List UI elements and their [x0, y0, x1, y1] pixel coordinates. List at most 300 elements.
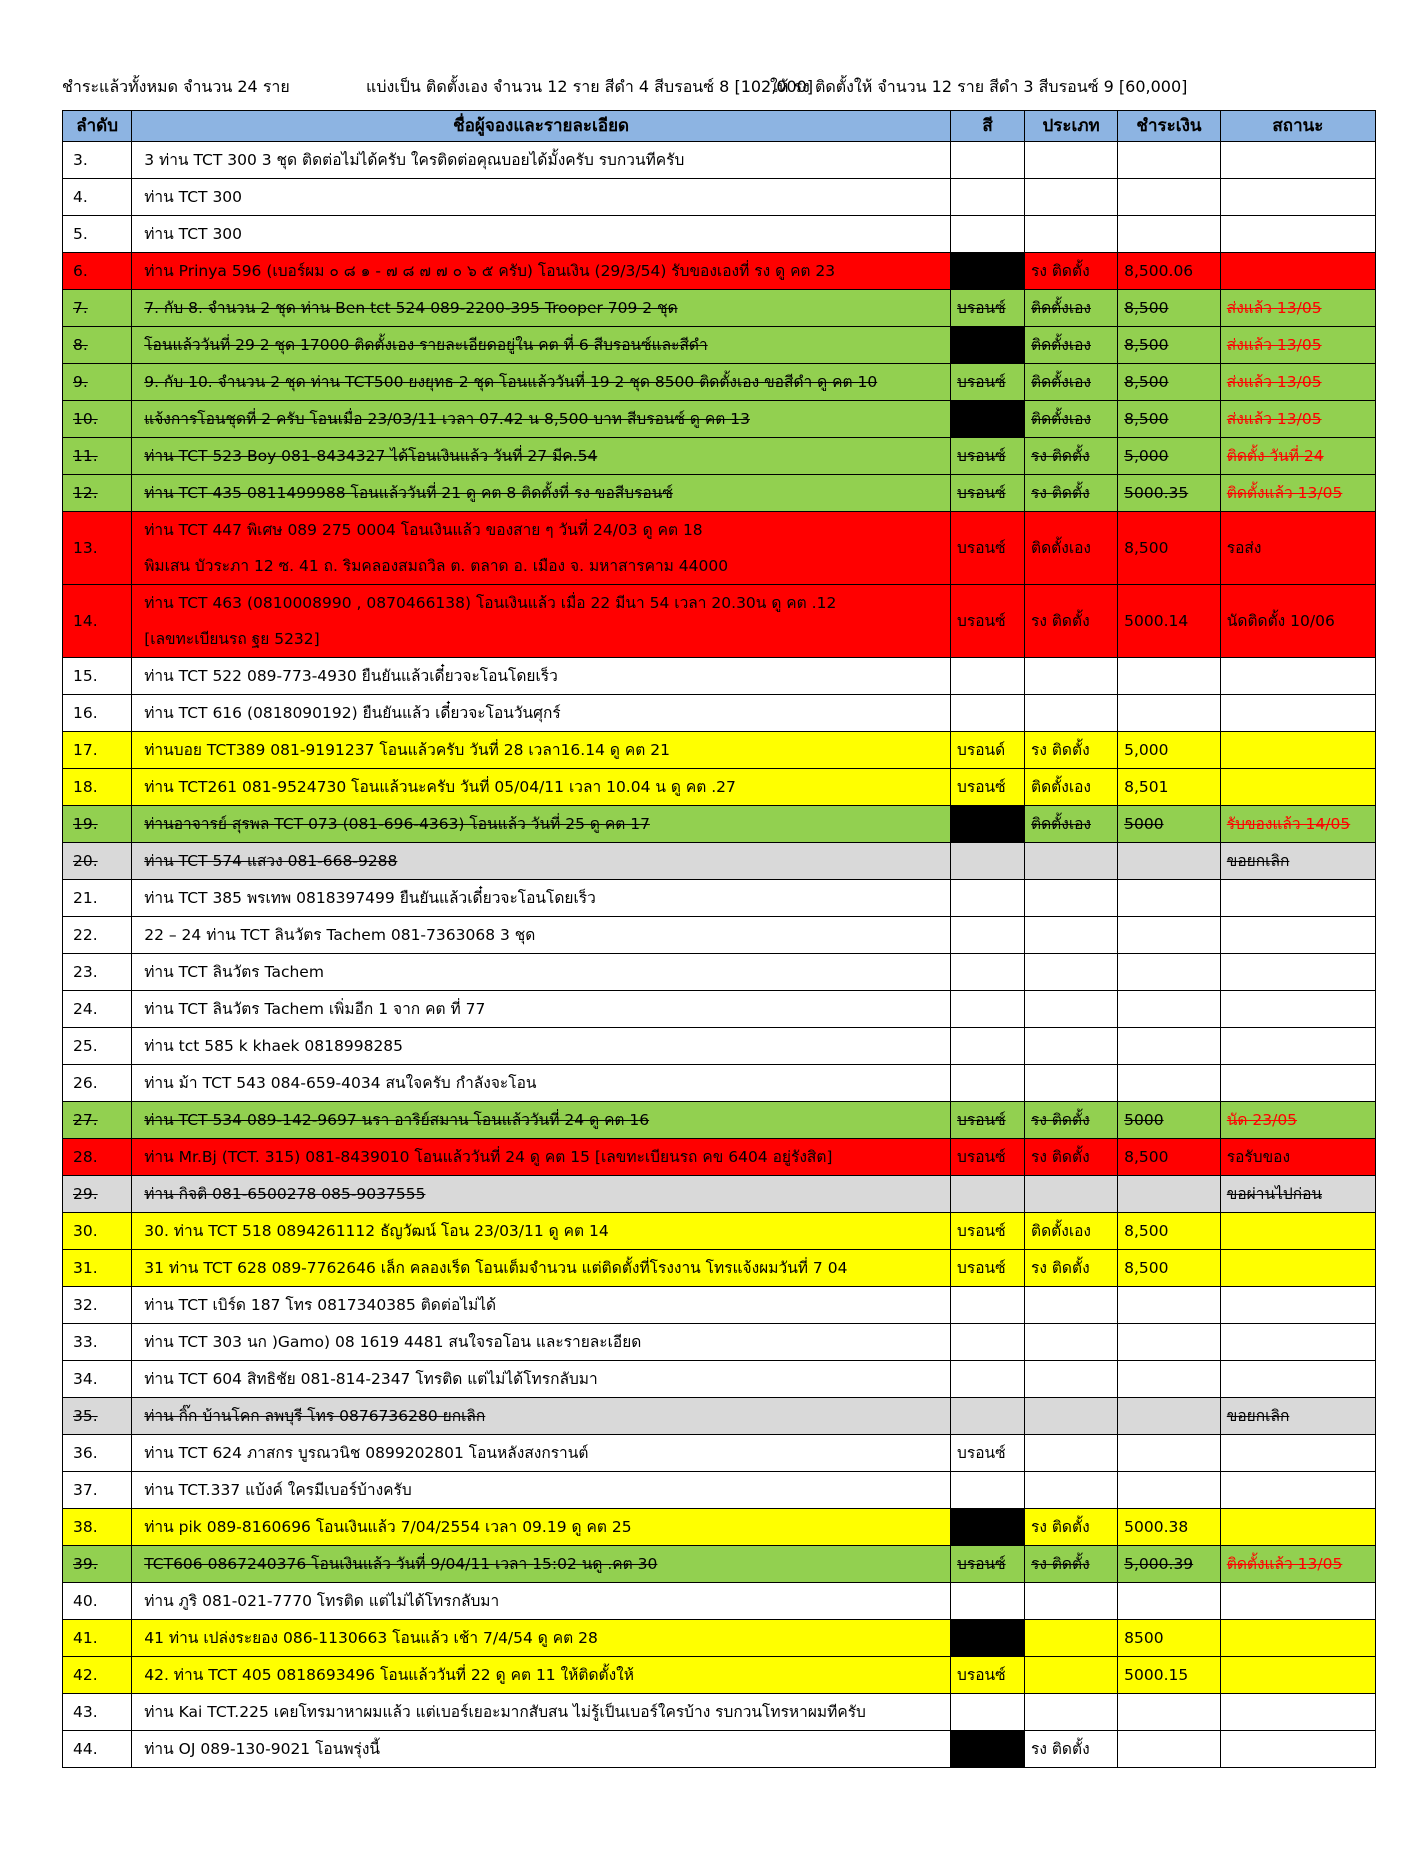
row-name-line: ท่าน OJ 089-130-9021 โอนพรุ่งนี้	[144, 1740, 381, 1758]
row-number: 30.	[63, 1213, 132, 1250]
row-color	[951, 880, 1025, 917]
row-color	[951, 1620, 1025, 1657]
table-row	[63, 1509, 1376, 1546]
row-name-line: ท่าน TCT 447 พิเศษ 089 275 0004 โอนเงินแล้ว ของสาย ๆ วันที่ 24/03 ดู คต 18	[144, 521, 703, 539]
row-number: 39.	[63, 1546, 132, 1583]
row-name-line: ท่าน TCT 522 089-773-4930 ยืนยันแล้วเดี๋ยวจะโอนโดยเร็ว	[144, 667, 558, 685]
table-row	[63, 1731, 1376, 1768]
row-status: นัดติดตั้ง 10/06	[1220, 585, 1375, 658]
row-number: 20.	[63, 843, 132, 880]
row-color	[951, 843, 1025, 880]
row-type: รง ติดตั้ง	[1025, 253, 1118, 290]
row-name-line: ท่าน TCT เบิร์ด 187 โทร 0817340385 ติดต่อไม่ได้	[144, 1296, 497, 1314]
row-name-details	[132, 695, 951, 732]
row-name-line: 41 ท่าน เปล่งระยอง 086-1130663 โอนแล้ว เช้า 7/4/54 ดู คต 28	[144, 1629, 598, 1647]
row-name-details	[132, 327, 951, 364]
row-name-line: ท่าน TCT 616 (0818090192) ยืนยันแล้ว เดี๋ยวจะโอนวันศุกร์	[144, 704, 561, 722]
row-number: 42.	[63, 1657, 132, 1694]
row-type: รง ติดตั้ง	[1025, 1509, 1118, 1546]
row-status	[1220, 1287, 1375, 1324]
row-name-line: 31 ท่าน TCT 628 089-7762646 เล็ก คลองเร็ด โอนเต็มจำนวน แต่ติดตั้งที่โรงงาน โทรแจ้งผมวันที่ 7 04	[144, 1259, 848, 1277]
row-number: 26.	[63, 1065, 132, 1102]
table-row	[63, 216, 1376, 253]
row-number: 34.	[63, 1361, 132, 1398]
row-number: 6.	[63, 253, 132, 290]
table-row	[63, 512, 1376, 585]
row-color	[951, 1583, 1025, 1620]
row-name-line: ท่าน TCT 624 ภาสกร บูรณวนิช 0899202801 โอนหลังสงกรานต์	[144, 1444, 589, 1462]
row-number: 22.	[63, 917, 132, 954]
row-type	[1025, 1398, 1118, 1435]
row-color	[951, 401, 1025, 438]
row-color: บรอนซ์	[951, 290, 1025, 327]
row-color	[951, 1287, 1025, 1324]
header-color: สี	[951, 111, 1025, 142]
table-row	[63, 475, 1376, 512]
row-type	[1025, 1583, 1118, 1620]
row-status	[1220, 1472, 1375, 1509]
row-type: ติดตั้งเอง	[1025, 401, 1118, 438]
row-number: 31.	[63, 1250, 132, 1287]
row-status: รอรับของ	[1220, 1139, 1375, 1176]
row-status	[1220, 216, 1375, 253]
row-name-line: โอนแล้ววันที่ 29 2 ชุด 17000 ติดตั้งเอง รายละเอียดอยู่ใน คต ที่ 6 สีบรอนซ์และสีดำ	[144, 336, 708, 354]
row-status: ติดตั้งแล้ว 13/05	[1220, 1546, 1375, 1583]
row-color: บรอนซ์	[951, 438, 1025, 475]
summary-line	[62, 72, 1382, 102]
table-row	[63, 401, 1376, 438]
row-status	[1220, 1028, 1375, 1065]
row-status	[1220, 658, 1375, 695]
row-color: บรอนซ์	[951, 364, 1025, 401]
summary-total: ชำระแล้วทั้งหมด จำนวน 24 ราย	[62, 77, 290, 96]
row-name-line: ท่าน TCT 385 พรเทพ 0818397499 ยืนยันแล้วเดี๋ยวจะโอนโดยเร็ว	[144, 889, 596, 907]
table-row	[63, 438, 1376, 475]
row-type	[1025, 843, 1118, 880]
table-row	[63, 179, 1376, 216]
header-no: ลำดับ	[63, 111, 132, 142]
row-status	[1220, 695, 1375, 732]
table-row	[63, 1213, 1376, 1250]
row-color	[951, 1065, 1025, 1102]
row-type	[1025, 991, 1118, 1028]
row-type	[1025, 954, 1118, 991]
row-number: 11.	[63, 438, 132, 475]
row-number: 28.	[63, 1139, 132, 1176]
row-name-details	[132, 1361, 951, 1398]
row-number: 9.	[63, 364, 132, 401]
row-number: 8.	[63, 327, 132, 364]
row-type: ติดตั้งเอง	[1025, 1213, 1118, 1250]
row-status	[1220, 880, 1375, 917]
row-type	[1025, 1028, 1118, 1065]
row-type	[1025, 917, 1118, 954]
row-type	[1025, 880, 1118, 917]
row-status: นัด 23/05	[1220, 1102, 1375, 1139]
row-name-line: ท่าน TCT 463 (0810008990 , 0870466138) โอนเงินแล้ว เมื่อ 22 มีนา 54 เวลา 20.30น ดู คต .12	[144, 594, 837, 612]
row-color	[951, 1398, 1025, 1435]
row-type	[1025, 1472, 1118, 1509]
row-number: 4.	[63, 179, 132, 216]
row-payment	[1118, 179, 1221, 216]
row-payment	[1118, 1583, 1221, 1620]
row-type	[1025, 1287, 1118, 1324]
header-name: ชื่อผู้จองและรายละเอียด	[132, 111, 951, 142]
row-payment	[1118, 954, 1221, 991]
row-name-details	[132, 1176, 951, 1213]
summary-factory-install: ให้ รง ติดตั้งให้ จำนวน 12 ราย สีดำ 3 สีบรอนซ์ 9 [60,000]	[770, 77, 1188, 96]
row-color	[951, 1731, 1025, 1768]
row-status	[1220, 954, 1375, 991]
row-name-details	[132, 364, 951, 401]
row-name-details	[132, 1620, 951, 1657]
table-row	[63, 1065, 1376, 1102]
row-number: 37.	[63, 1472, 132, 1509]
row-payment	[1118, 695, 1221, 732]
table-row	[63, 1546, 1376, 1583]
table-row	[63, 585, 1376, 658]
header-type: ประเภท	[1025, 111, 1118, 142]
booking-table-wrapper	[62, 110, 1376, 1768]
row-name-line: ท่าน TCT 523 Boy 081-8434327 ได้โอนเงินแล้ว วันที่ 27 มีค.54	[144, 447, 598, 465]
row-status	[1220, 253, 1375, 290]
row-color: บรอนซ์	[951, 769, 1025, 806]
row-type	[1025, 1435, 1118, 1472]
row-color	[951, 917, 1025, 954]
row-type: ติดตั้งเอง	[1025, 769, 1118, 806]
row-type	[1025, 695, 1118, 732]
row-type	[1025, 1324, 1118, 1361]
row-payment: 5000.15	[1118, 1657, 1221, 1694]
row-status	[1220, 732, 1375, 769]
row-name-line-2: พิมเสน บัวระภา 12 ซ. 41 ถ. ริมคลองสมถวิล ต. ตลาด อ. เมือง จ. มหาสารคาม 44000	[144, 557, 729, 575]
row-number: 14.	[63, 585, 132, 658]
row-name-details	[132, 658, 951, 695]
row-name-line: ท่าน TCT ลินวัตร Tachem	[144, 963, 324, 981]
row-number: 13.	[63, 512, 132, 585]
row-type	[1025, 1694, 1118, 1731]
row-payment: 8,500	[1118, 1139, 1221, 1176]
row-name-details	[132, 806, 951, 843]
row-payment: 5,000.39	[1118, 1546, 1221, 1583]
row-number: 40.	[63, 1583, 132, 1620]
row-name-line: ท่าน TCT 300	[144, 225, 243, 243]
row-number: 38.	[63, 1509, 132, 1546]
row-payment	[1118, 658, 1221, 695]
row-type: ติดตั้งเอง	[1025, 512, 1118, 585]
row-name-line: 30. ท่าน TCT 518 0894261112 ธัญวัฒน์ โอน 23/03/11 ดู คต 14	[144, 1222, 609, 1240]
row-type: ติดตั้งเอง	[1025, 806, 1118, 843]
row-name-line: ท่าน TCT261 081-9524730 โอนแล้วนะครับ วันที่ 05/04/11 เวลา 10.04 น ดู คต .27	[144, 778, 736, 796]
row-name-line: ท่าน TCT 435 0811499988 โอนแล้ววันที่ 21 ดู คต 8 ติดตั้งที่ รง ขอสีบรอนซ์	[144, 484, 673, 502]
row-color: บรอนซ์	[951, 475, 1025, 512]
row-color	[951, 142, 1025, 179]
row-payment: 5000.38	[1118, 1509, 1221, 1546]
row-name-details	[132, 1287, 951, 1324]
row-color	[951, 658, 1025, 695]
row-name-details	[132, 843, 951, 880]
row-name-line: ท่าน กิจติ 081-6500278 085-9037555	[144, 1185, 426, 1203]
header-payment: ชำระเงิน	[1118, 111, 1221, 142]
row-type: รง ติดตั้ง	[1025, 1139, 1118, 1176]
row-number: 29.	[63, 1176, 132, 1213]
summary-self-install: แบ่งเป็น ติดตั้งเอง จำนวน 12 ราย สีดำ 4 สีบรอนซ์ 8 [102,000]	[366, 77, 814, 96]
row-name-details	[132, 1250, 951, 1287]
row-name-line: ท่าน TCT.337 แบ้งค์ ใครมีเบอร์บ้างครับ	[144, 1481, 412, 1499]
row-name-line: ท่านอาจารย์ สุรพล TCT 073 (081-696-4363) โอนแล้ว วันที่ 25 ดู คต 17	[144, 815, 650, 833]
table-row	[63, 917, 1376, 954]
row-number: 44.	[63, 1731, 132, 1768]
row-color	[951, 1028, 1025, 1065]
table-row	[63, 1176, 1376, 1213]
row-name-details	[132, 1398, 951, 1435]
row-name-details	[132, 1731, 951, 1768]
row-status: ติดตั้งแล้ว 13/05	[1220, 475, 1375, 512]
row-color: บรอนซ์	[951, 1102, 1025, 1139]
row-name-line: TCT606 0867240376 โอนเงินแล้ว วันที่ 9/04/11 เวลา 15:02 นดู .คต 30	[144, 1555, 658, 1573]
table-row	[63, 1361, 1376, 1398]
row-name-line: 7. กับ 8. จำนวน 2 ชุด ท่าน Ben tct 524 089-2200-395 Trooper 709 2 ชุด	[144, 299, 678, 317]
table-row	[63, 954, 1376, 991]
row-name-details	[132, 1657, 951, 1694]
table-row	[63, 1028, 1376, 1065]
row-status	[1220, 1213, 1375, 1250]
row-payment	[1118, 1694, 1221, 1731]
row-name-details	[132, 917, 951, 954]
row-name-details	[132, 1139, 951, 1176]
row-payment	[1118, 1324, 1221, 1361]
row-number: 36.	[63, 1435, 132, 1472]
row-name-line: 3 ท่าน TCT 300 3 ชุด ติดต่อไม่ได้ครับ ใครติดต่อคุณบอยได้มั้งครับ รบกวนทีครับ	[144, 151, 685, 169]
row-payment	[1118, 843, 1221, 880]
row-status	[1220, 1250, 1375, 1287]
row-number: 41.	[63, 1620, 132, 1657]
row-name-details	[132, 512, 951, 585]
row-type	[1025, 1065, 1118, 1102]
row-name-details	[132, 1213, 951, 1250]
row-payment: 5,000	[1118, 732, 1221, 769]
row-color	[951, 1361, 1025, 1398]
row-name-details	[132, 216, 951, 253]
row-type	[1025, 1657, 1118, 1694]
row-name-line: ท่าน TCT ลินวัตร Tachem เพิ่มอีก 1 จาก คต ที่ 77	[144, 1000, 486, 1018]
row-name-line: 42. ท่าน TCT 405 0818693496 โอนแล้ววันที่ 22 ดู คต 11 ให้ติดตั้งให้	[144, 1666, 634, 1684]
table-row	[63, 142, 1376, 179]
row-payment	[1118, 1287, 1221, 1324]
row-name-details	[132, 991, 951, 1028]
row-name-line: 9. กับ 10. จำนวน 2 ชุด ท่าน TCT500 ยงยุทธ 2 ชุด โอนแล้ววันที่ 19 2 ชุด 8500 ติดตั้งเอง ขอสีดำ ดู คต 10	[144, 373, 878, 391]
row-name-line: ท่าน Kai TCT.225 เคยโทรมาหาผมแล้ว แต่เบอร์เยอะมากสับสน ไม่รู้เป็นเบอร์ใครบ้าง รบกวนโทรหาผมทีครับ	[144, 1703, 866, 1721]
row-color	[951, 695, 1025, 732]
row-status: ส่งแล้ว 13/05	[1220, 364, 1375, 401]
row-payment	[1118, 1731, 1221, 1768]
row-color	[951, 1324, 1025, 1361]
row-type: ติดตั้งเอง	[1025, 290, 1118, 327]
table-row	[63, 1139, 1376, 1176]
row-color: บรอนซ์	[951, 1657, 1025, 1694]
row-type: รง ติดตั้ง	[1025, 732, 1118, 769]
row-name-details	[132, 1065, 951, 1102]
row-status: รอส่ง	[1220, 512, 1375, 585]
row-payment	[1118, 1065, 1221, 1102]
row-status	[1220, 1509, 1375, 1546]
row-payment: 5000	[1118, 1102, 1221, 1139]
row-name-details	[132, 1546, 951, 1583]
row-status	[1220, 179, 1375, 216]
row-color: บรอนซ์	[951, 1546, 1025, 1583]
row-type: ติดตั้งเอง	[1025, 327, 1118, 364]
row-payment: 5000.14	[1118, 585, 1221, 658]
row-color: บรอนด์	[951, 732, 1025, 769]
row-payment	[1118, 1361, 1221, 1398]
row-payment: 8,500	[1118, 327, 1221, 364]
row-name-details	[132, 253, 951, 290]
row-type	[1025, 216, 1118, 253]
row-number: 27.	[63, 1102, 132, 1139]
row-type: รง ติดตั้ง	[1025, 475, 1118, 512]
row-status: ขอผ่านไปก่อน	[1220, 1176, 1375, 1213]
row-name-details	[132, 1694, 951, 1731]
row-status: ส่งแล้ว 13/05	[1220, 327, 1375, 364]
table-row	[63, 1287, 1376, 1324]
row-color	[951, 253, 1025, 290]
row-payment: 8,500	[1118, 1213, 1221, 1250]
row-status	[1220, 1583, 1375, 1620]
row-number: 17.	[63, 732, 132, 769]
row-status	[1220, 1361, 1375, 1398]
row-status: รับของแล้ว 14/05	[1220, 806, 1375, 843]
row-status: ส่งแล้ว 13/05	[1220, 401, 1375, 438]
table-row	[63, 1657, 1376, 1694]
row-payment	[1118, 216, 1221, 253]
row-name-line: ท่าน Mr.Bj (TCT. 315) 081-8439010 โอนแล้ววันที่ 24 ดู คต 15 [เลขทะเบียนรถ คข 6404 อยู่รังสิต]	[144, 1148, 833, 1166]
row-payment: 8,501	[1118, 769, 1221, 806]
row-number: 16.	[63, 695, 132, 732]
table-row	[63, 327, 1376, 364]
table-row	[63, 769, 1376, 806]
row-payment	[1118, 880, 1221, 917]
row-name-line: ท่าน กิ๊ก บ้านโคก ลพบุรี โทร 0876736280 ยกเลิก	[144, 1407, 486, 1425]
row-payment: 8,500	[1118, 1250, 1221, 1287]
row-color	[951, 1176, 1025, 1213]
row-payment	[1118, 142, 1221, 179]
row-number: 43.	[63, 1694, 132, 1731]
row-status	[1220, 991, 1375, 1028]
row-name-details	[132, 1028, 951, 1065]
row-color	[951, 806, 1025, 843]
row-number: 15.	[63, 658, 132, 695]
table-row	[63, 290, 1376, 327]
row-number: 10.	[63, 401, 132, 438]
row-name-line: 22 – 24 ท่าน TCT ลินวัตร Tachem 081-7363068 3 ชุด	[144, 926, 536, 944]
row-payment	[1118, 1435, 1221, 1472]
row-number: 21.	[63, 880, 132, 917]
row-color: บรอนซ์	[951, 1250, 1025, 1287]
table-row	[63, 1435, 1376, 1472]
row-color	[951, 216, 1025, 253]
row-type	[1025, 142, 1118, 179]
row-status	[1220, 769, 1375, 806]
row-status	[1220, 142, 1375, 179]
row-color	[951, 1694, 1025, 1731]
row-name-line: ท่าน TCT 574 แสวง 081-668-9288	[144, 852, 398, 870]
row-payment	[1118, 1472, 1221, 1509]
row-type	[1025, 179, 1118, 216]
table-row	[63, 658, 1376, 695]
row-name-details	[132, 1472, 951, 1509]
row-status	[1220, 1620, 1375, 1657]
row-status	[1220, 1731, 1375, 1768]
row-name-details	[132, 438, 951, 475]
table-row	[63, 1102, 1376, 1139]
row-status	[1220, 917, 1375, 954]
row-status: ขอยกเลิก	[1220, 1398, 1375, 1435]
table-header-row	[63, 111, 1376, 142]
row-payment	[1118, 1176, 1221, 1213]
row-status: ส่งแล้ว 13/05	[1220, 290, 1375, 327]
row-name-details	[132, 1324, 951, 1361]
row-name-details	[132, 954, 951, 991]
row-payment	[1118, 1398, 1221, 1435]
row-name-line: ท่าน TCT 604 สิทธิชัย 081-814-2347 โทรติด แต่ไม่ได้โทรกลับมา	[144, 1370, 598, 1388]
row-color	[951, 991, 1025, 1028]
row-number: 12.	[63, 475, 132, 512]
row-status	[1220, 1324, 1375, 1361]
row-name-line: ท่าน Prinya 596 (เบอร์ผม ๐ ๘ ๑ - ๗ ๘ ๗ ๗ ๐ ๖ ๕ ครับ) โอนเงิน (29/3/54) รับของเองที่ รง ดู คต 23	[144, 262, 836, 280]
table-row	[63, 1324, 1376, 1361]
row-color: บรอนซ์	[951, 1213, 1025, 1250]
row-color	[951, 327, 1025, 364]
booking-table	[62, 110, 1376, 1768]
row-payment	[1118, 917, 1221, 954]
row-number: 19.	[63, 806, 132, 843]
table-row	[63, 1472, 1376, 1509]
row-color	[951, 954, 1025, 991]
row-status	[1220, 1435, 1375, 1472]
row-name-line: แจ้งการโอนชุดที่ 2 ครับ โอนเมื่อ 23/03/11 เวลา 07.42 น 8,500 บาท สีบรอนซ์ ดู คต 13	[144, 410, 750, 428]
row-number: 23.	[63, 954, 132, 991]
row-number: 35.	[63, 1398, 132, 1435]
row-number: 7.	[63, 290, 132, 327]
row-payment: 5000	[1118, 806, 1221, 843]
row-color	[951, 1472, 1025, 1509]
row-payment: 8500	[1118, 1620, 1221, 1657]
row-type	[1025, 1361, 1118, 1398]
table-row	[63, 1250, 1376, 1287]
row-payment	[1118, 991, 1221, 1028]
table-row	[63, 843, 1376, 880]
row-status	[1220, 1694, 1375, 1731]
row-number: 24.	[63, 991, 132, 1028]
row-type: ติดตั้งเอง	[1025, 364, 1118, 401]
row-type: รง ติดตั้ง	[1025, 438, 1118, 475]
row-name-line-2: [เลขทะเบียนรถ ฐย 5232]	[144, 630, 320, 648]
row-payment: 8,500	[1118, 364, 1221, 401]
row-payment: 5,000	[1118, 438, 1221, 475]
row-name-line: ท่าน TCT 300	[144, 188, 243, 206]
table-row	[63, 1398, 1376, 1435]
row-name-line: ท่าน pik 089-8160696 โอนเงินแล้ว 7/04/2554 เวลา 09.19 ดู คต 25	[144, 1518, 632, 1536]
row-name-details	[132, 732, 951, 769]
row-name-line: ท่านบอย TCT389 081-9191237 โอนแล้วครับ วันที่ 28 เวลา16.14 ดู คต 21	[144, 741, 670, 759]
row-color	[951, 179, 1025, 216]
row-payment: 8,500	[1118, 290, 1221, 327]
row-number: 3.	[63, 142, 132, 179]
row-payment: 5000.35	[1118, 475, 1221, 512]
row-name-details	[132, 769, 951, 806]
row-name-line: ท่าน TCT 303 นก )Gamo) 08 1619 4481 สนใจรอโอน และรายละเอียด	[144, 1333, 642, 1351]
row-name-details	[132, 1435, 951, 1472]
